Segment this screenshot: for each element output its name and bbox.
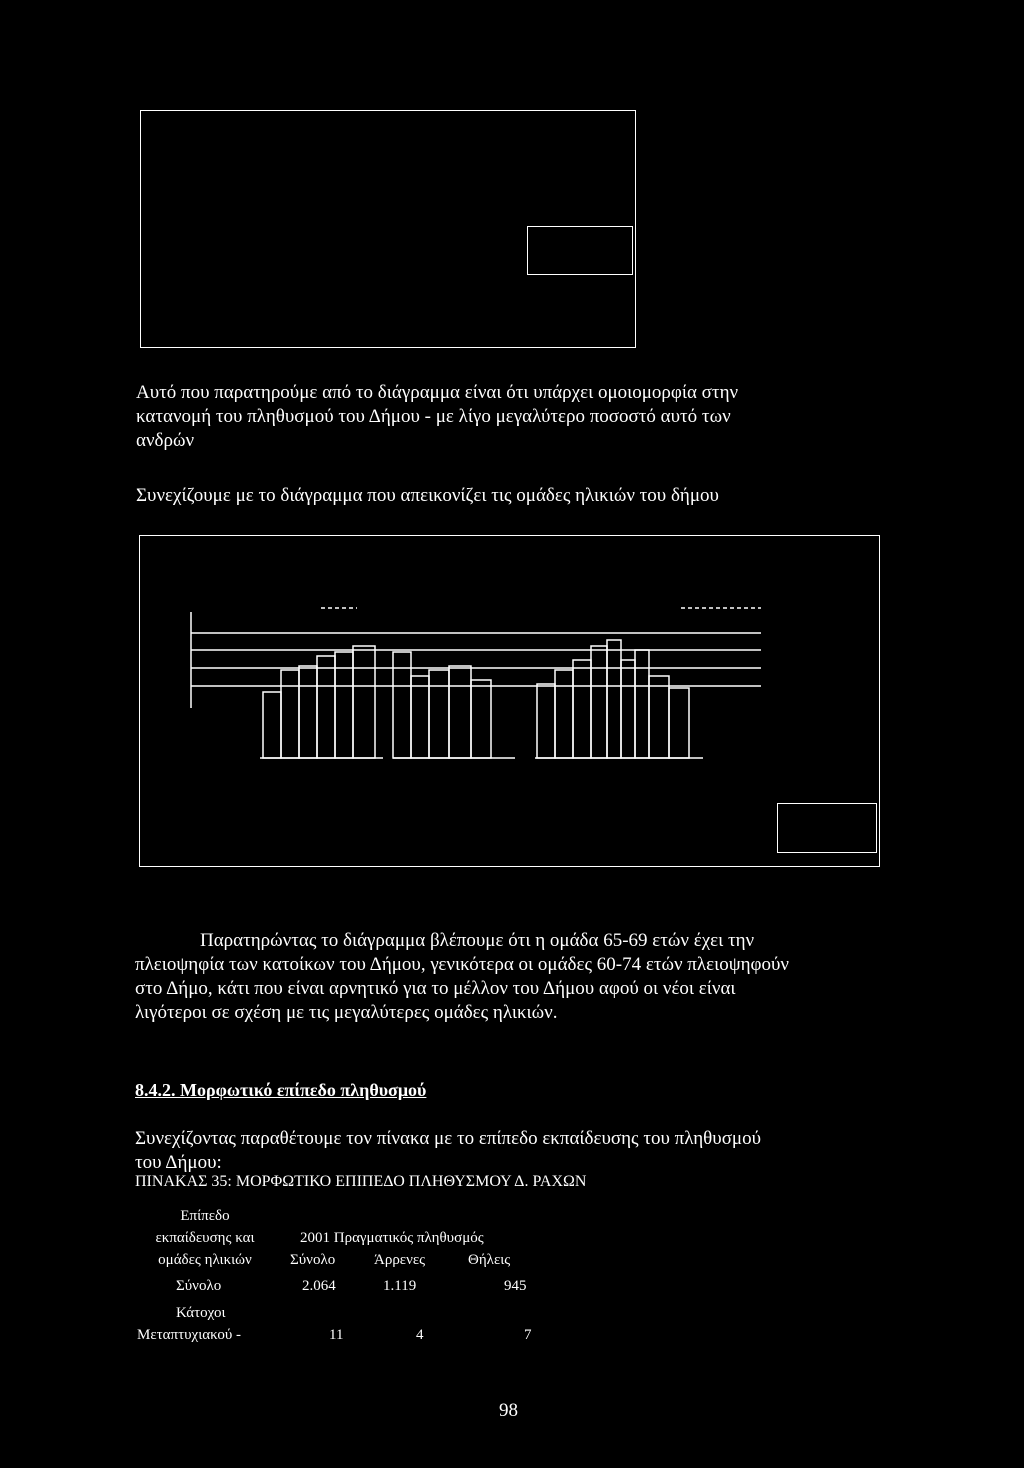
- paragraph-line: λιγότεροι σε σχέση με τις μεγαλύτερες ομάδες ηλικιών.: [135, 1002, 558, 1023]
- bar: [649, 676, 669, 758]
- table-row-label: Μεταπτυχιακού -: [137, 1327, 242, 1343]
- bar: [317, 656, 335, 758]
- section-heading: 8.4.2. Μορφωτικό επίπεδο πληθυσμού: [135, 1080, 427, 1100]
- bar: [537, 684, 555, 758]
- bar: [635, 650, 649, 758]
- paragraph-line: πλειοψηφία των κατοίκων του Δήμου, γενικότερα οι ομάδες 60-74 ετών πλειοψηφούν: [135, 954, 789, 975]
- page-number: 98: [499, 1400, 518, 1421]
- bar: [281, 670, 299, 758]
- table-header-cell: εκπαίδευσης και: [155, 1230, 255, 1246]
- table-caption: ΠΙΝΑΚΑΣ 35: ΜΟΡΦΩΤΙΚΟ ΕΠΙΠΕΔΟ ΠΛΗΘΥΣΜΟΥ Δ. ΡΑΧΩΝ: [135, 1173, 587, 1190]
- bar: [353, 646, 375, 758]
- table-cell: 4: [416, 1327, 424, 1343]
- table-header-cell: Επίπεδο: [180, 1208, 230, 1224]
- bar: [607, 640, 621, 758]
- table-cell: 7: [524, 1327, 532, 1343]
- bar: [573, 660, 591, 758]
- table-row-label: Κάτοχοι: [176, 1305, 226, 1321]
- table-column-header-total: Σύνολο: [290, 1252, 336, 1268]
- paragraph-age-intro: Συνεχίζουμε με το διάγραμμα που απεικονίζει τις ομάδες ηλικιών του δήμου: [136, 485, 719, 506]
- bar: [591, 646, 607, 758]
- paragraph-line: κατανομή του πληθυσμού του Δήμου - με λίγο μεγαλύτερο ποσοστό αυτό των: [136, 406, 731, 427]
- bar: [471, 680, 491, 758]
- age-groups-chart-graphic: [185, 590, 775, 770]
- table-column-header-female: Θήλεις: [468, 1252, 511, 1268]
- paragraph-line: στο Δήμο, κάτι που είναι αρνητικό για το μέλλον του Δήμου αφού οι νέοι είναι: [135, 978, 736, 999]
- paragraph-line: Συνεχίζοντας παραθέτουμε τον πίνακα με το επίπεδο εκπαίδευσης του πληθυσμού: [135, 1128, 762, 1149]
- table-cell: 1.119: [383, 1278, 417, 1294]
- paragraph-age-observation: [135, 929, 789, 1025]
- table-column-header-male: Άρρενες: [374, 1252, 426, 1268]
- paragraph-education-intro: [135, 1127, 761, 1175]
- bar: [429, 670, 449, 758]
- bar: [555, 670, 573, 758]
- table-row-label: Σύνολο: [176, 1278, 222, 1294]
- bar: [411, 676, 429, 758]
- paragraph-line: Παρατηρώντας το διάγραμμα βλέπουμε ότι η ομάδα 65-69 ετών έχει την: [200, 930, 755, 951]
- paragraph-line: Αυτό που παρατηρούμε από το διάγραμμα είναι ότι υπάρχει ομοιομορφία στην: [136, 382, 739, 403]
- age-groups-chart-legend: [777, 803, 877, 853]
- bar: [263, 692, 281, 758]
- bar: [299, 666, 317, 758]
- bar: [669, 688, 689, 758]
- table-cell: 11: [329, 1327, 344, 1343]
- gender-chart-legend: [527, 226, 633, 275]
- table-header-cell: ομάδες ηλικιών: [158, 1252, 252, 1268]
- table-group-header: 2001 Πραγματικός πληθυσμός: [300, 1230, 484, 1246]
- table-row-header: [135, 1206, 275, 1270]
- paragraph-line: ανδρών: [136, 430, 195, 451]
- bar: [621, 660, 635, 758]
- table-cell: 2.064: [302, 1278, 336, 1294]
- table-cell: 945: [504, 1278, 527, 1294]
- paragraph-gender-observation: [136, 381, 738, 453]
- paragraph-line: του Δήμου:: [135, 1152, 222, 1173]
- bar: [449, 666, 471, 758]
